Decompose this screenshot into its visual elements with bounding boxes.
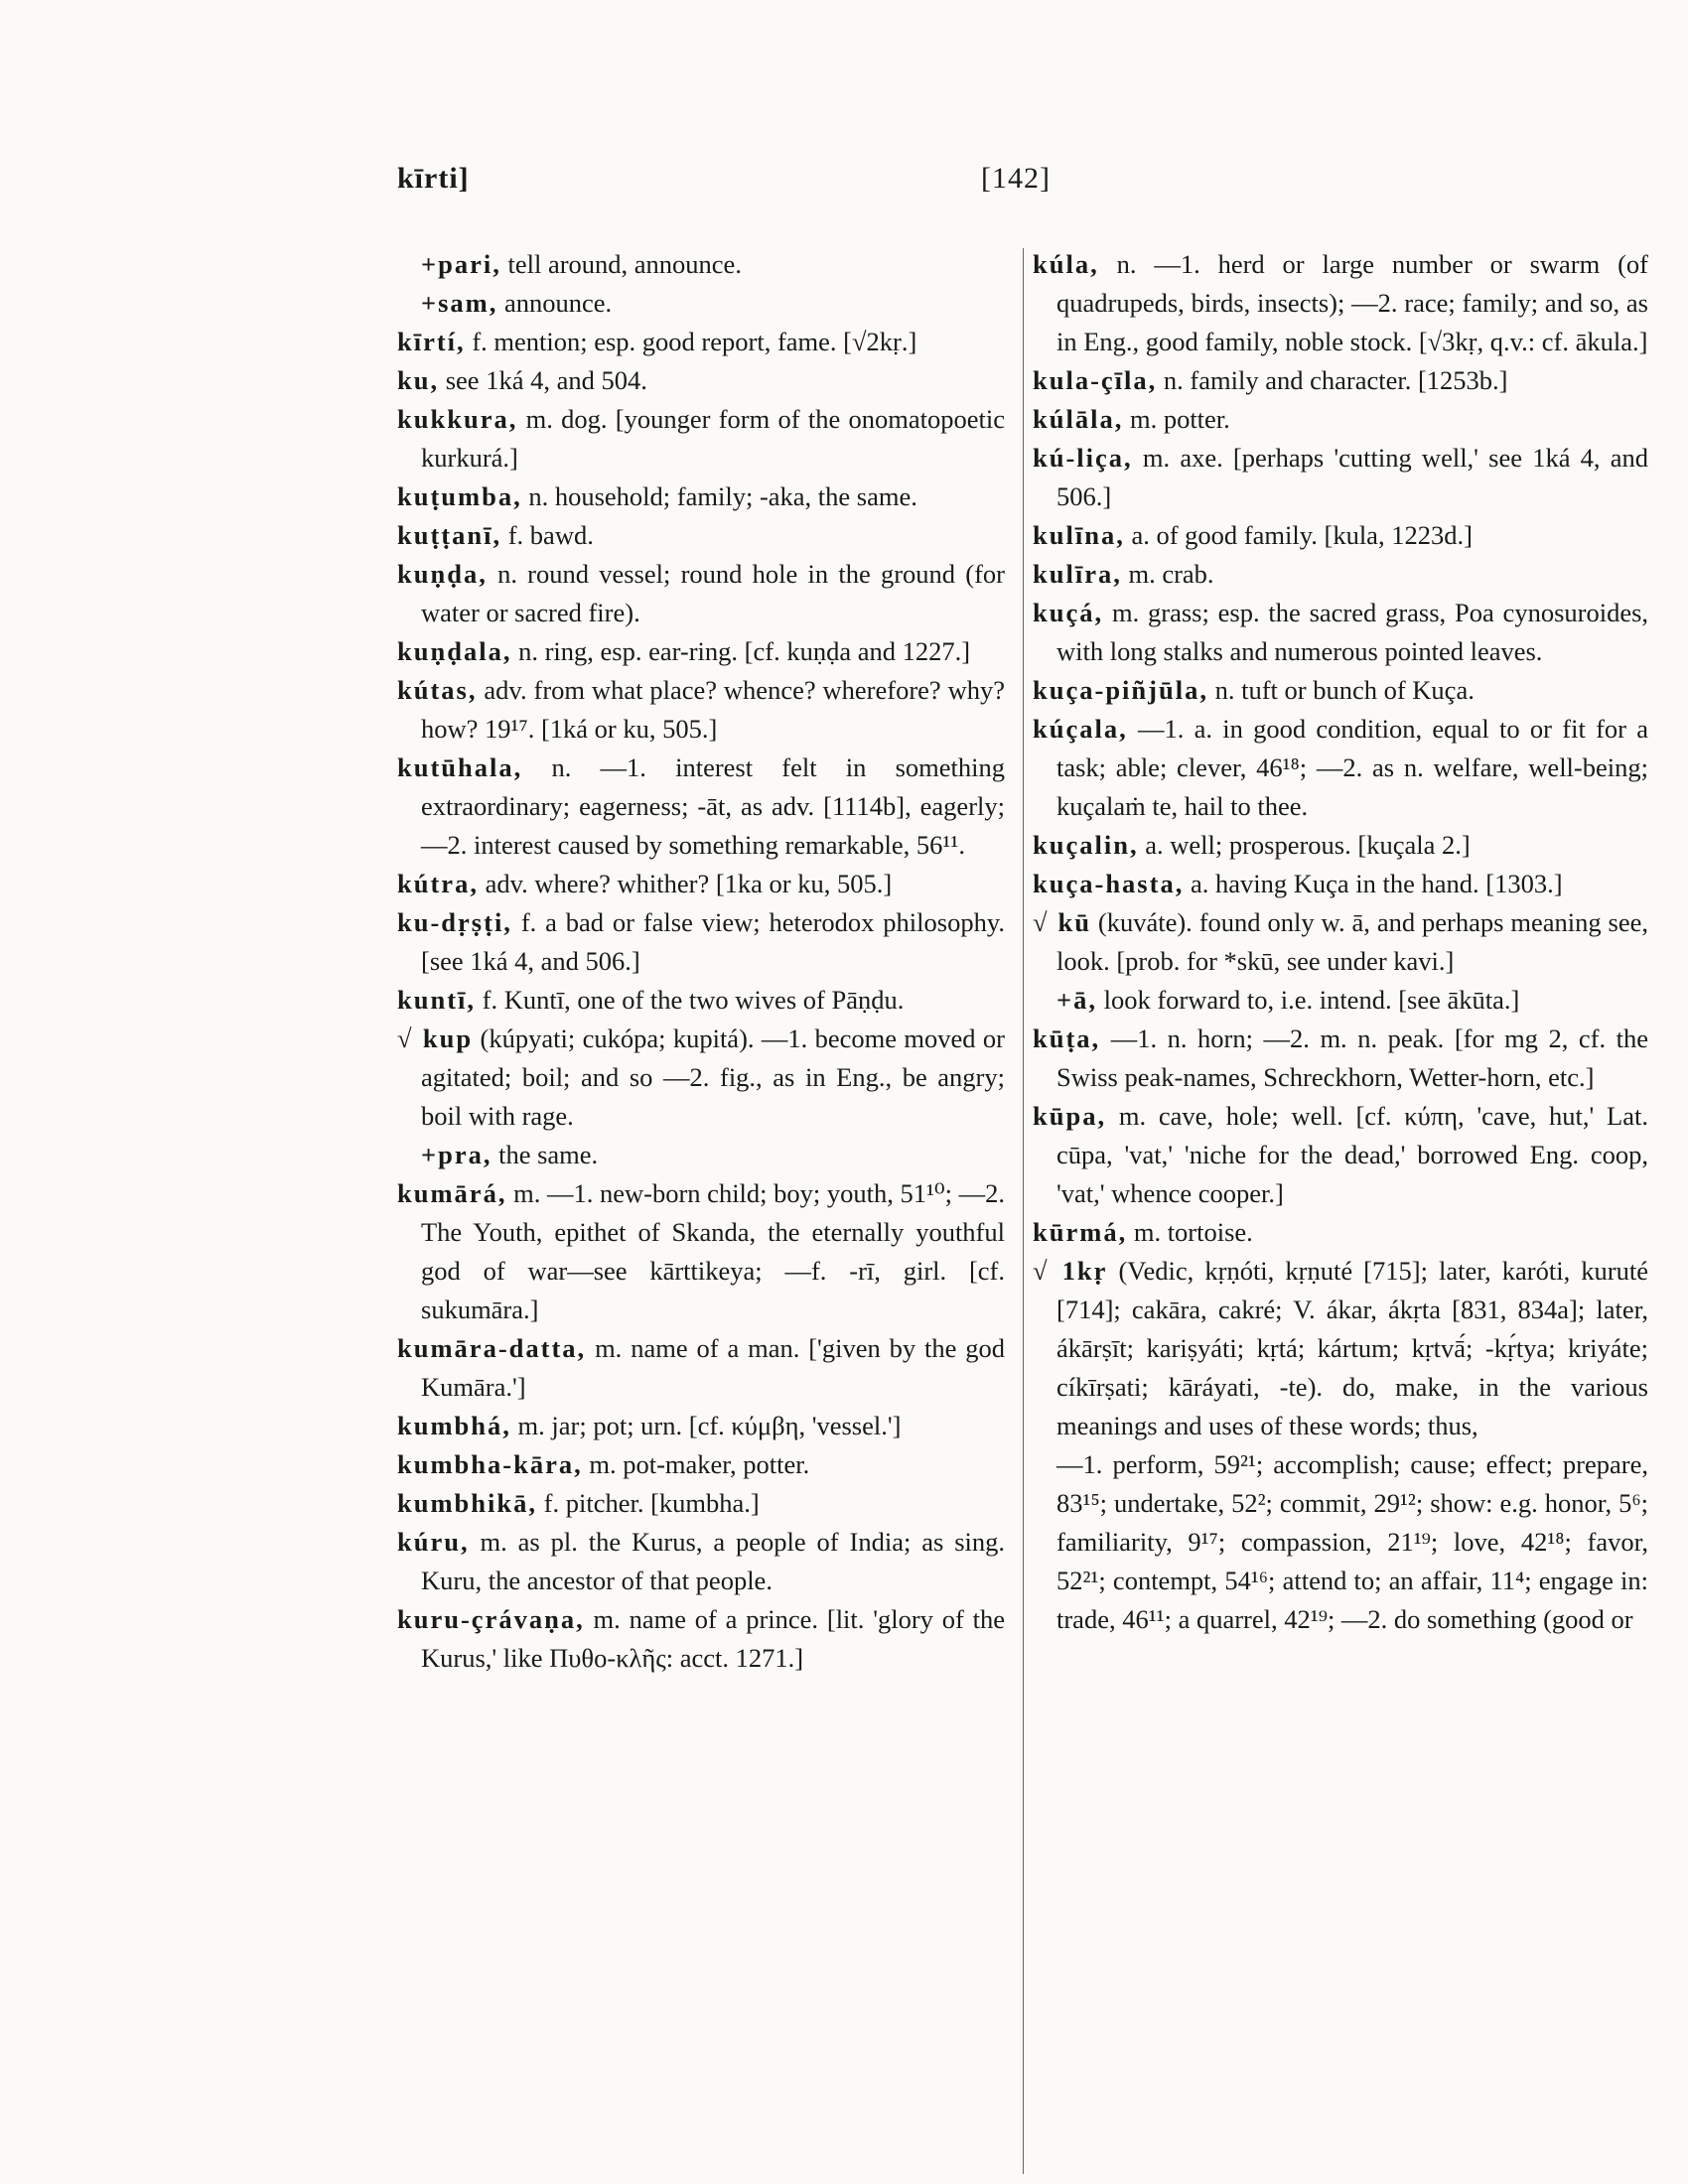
headword: kuṇḍala, — [397, 636, 512, 666]
dictionary-entry — [397, 1600, 1005, 1678]
headword: √ kup — [397, 1024, 474, 1053]
definition: m. tortoise. — [1133, 1217, 1253, 1247]
headword: ku, — [397, 365, 440, 395]
dictionary-entry — [397, 1329, 1005, 1407]
dictionary-entry — [1033, 1020, 1648, 1097]
definition: (kuváte). found only w. ā, and perhaps meaning see, look. [prob. for *skū, see under kavi.] — [1056, 907, 1648, 976]
dictionary-entry — [397, 323, 1005, 361]
headword: kūpa, — [1033, 1101, 1107, 1131]
headword: kuru-çrávaṇa, — [397, 1604, 585, 1634]
dictionary-entry — [397, 903, 1005, 981]
definition: n. ring, esp. ear-ring. [cf. kuṇḍa and 1227.] — [518, 636, 971, 666]
definition: f. bawd. — [507, 520, 594, 550]
headword: kúlāla, — [1033, 404, 1124, 434]
definition: m. potter. — [1129, 404, 1230, 434]
dictionary-entry — [1033, 1097, 1648, 1213]
dictionary-entry — [1033, 1213, 1648, 1252]
definition: tell around, announce. — [507, 249, 742, 279]
definition: m. name of a man. ['given by the god Kumāra.'] — [421, 1333, 1006, 1402]
headword: kumbhá, — [397, 1411, 511, 1440]
dictionary-entry — [397, 1523, 1005, 1600]
right-column — [1033, 245, 1648, 1639]
definition: f. mention; esp. good report, fame. [√2kṛ.] — [472, 327, 917, 356]
dictionary-entry — [397, 516, 1005, 555]
definition: m. dog. [younger form of the onomatopoetic kurkurá.] — [421, 404, 1005, 473]
dictionary-entry — [397, 361, 1005, 400]
headword: kuçá, — [1033, 598, 1104, 627]
definition: m. crab. — [1128, 559, 1214, 589]
headword: kutūhala, — [397, 752, 523, 782]
headword: kūṭa, — [1033, 1024, 1101, 1053]
headword: +ā, — [1056, 985, 1097, 1015]
dictionary-entry — [1033, 710, 1648, 826]
dictionary-entry — [397, 671, 1005, 749]
column-divider — [1023, 248, 1024, 2174]
definition: m. pot-maker, potter. — [589, 1449, 810, 1479]
definition: n. family and character. [1253b.] — [1163, 365, 1508, 395]
definition: —1. n. horn; —2. m. n. peak. [for mg 2, cf. the Swiss peak-names, Schreckhorn, Wetter-horn, etc.] — [1056, 1024, 1649, 1092]
dictionary-entry — [1033, 245, 1648, 361]
definition: n. —1. herd or large number or swarm (of quadrupeds, birds, insects); —2. race; family; and so, as in Eng., good family, noble stock. [√3kṛ, q.v.: cf. ākula.] — [1056, 249, 1649, 356]
dictionary-entry — [1033, 555, 1648, 594]
headword: kula-çīla, — [1033, 365, 1158, 395]
headword: kúla, — [1033, 249, 1099, 279]
headword: kumāra-datta, — [397, 1333, 587, 1363]
sub-entry — [397, 245, 1005, 284]
definition: m. name of a prince. [lit. 'glory of the Kurus,' like Πυθο-κλῆς: acct. 1271.] — [421, 1604, 1005, 1673]
definition: (kúpyati; cukópa; kupitá). —1. become moved or agitated; boil; and so —2. fig., as in Eng., be angry; boil with rage. — [421, 1024, 1005, 1131]
headword: kuntī, — [397, 985, 477, 1015]
definition: adv. from what place? whence? wherefore? why? how? 19¹⁷. [1ká or ku, 505.] — [421, 675, 1005, 744]
dictionary-entry — [397, 1407, 1005, 1445]
headword: √ 1kṛ — [1033, 1256, 1108, 1286]
definition: f. Kuntī, one of the two wives of Pāṇḍu. — [482, 985, 905, 1015]
definition: n. round vessel; round hole in the ground (for water or sacred fire). — [421, 559, 1005, 627]
headword: ku-dṛṣṭi, — [397, 907, 512, 937]
headword: kúru, — [397, 1527, 470, 1557]
definition: m. axe. [perhaps 'cutting well,' see 1ká 4, and 506.] — [1056, 443, 1648, 511]
headword: kumārá, — [397, 1178, 507, 1208]
definition: a. well; prosperous. [kuçala 2.] — [1145, 830, 1471, 860]
dictionary-entry — [1033, 439, 1648, 516]
dictionary-entry — [1033, 361, 1648, 400]
headword: kuṭumba, — [397, 481, 522, 511]
headword: kumbha-kāra, — [397, 1449, 583, 1479]
headword: kúçala, — [1033, 714, 1128, 744]
dictionary-entry — [1033, 903, 1648, 981]
definition: n. tuft or bunch of Kuça. — [1214, 675, 1475, 705]
headword: kútas, — [397, 675, 478, 705]
dictionary-entry — [397, 555, 1005, 632]
sub-entry — [1033, 1445, 1648, 1639]
definition: n. household; family; -aka, the same. — [528, 481, 917, 511]
headword: +pra, — [421, 1140, 492, 1169]
definition: m. jar; pot; urn. [cf. κύμβη, 'vessel.'] — [517, 1411, 902, 1440]
definition: a. of good family. [kula, 1223d.] — [1131, 520, 1473, 550]
headword: kumbhikā, — [397, 1488, 538, 1518]
definition: see 1ká 4, and 504. — [445, 365, 647, 395]
definition: f. pitcher. [kumbha.] — [543, 1488, 760, 1518]
dictionary-entry — [1033, 865, 1648, 903]
definition: m. cave, hole; well. [cf. κύπη, 'cave, hut,' Lat. cūpa, 'vat,' 'niche for the dead,' borrowed Eng. coop, 'vat,' whence cooper.] — [1056, 1101, 1648, 1208]
definition: —1. perform, 59²¹; accomplish; cause; effect; prepare, 83¹⁵; undertake, 52²; commit, 29¹²; show: e.g. honor, 5⁶; familiarity, 9¹⁷; compassion, 21¹⁹; love, 42¹⁸; favor, 52²¹; contempt, 54¹⁶; attend to; an affair, 11⁴; engage in: trade, 46¹¹; a quarrel, 42¹⁹; —2. do something (good or — [1056, 1449, 1648, 1634]
sub-entry — [1033, 981, 1648, 1020]
dictionary-entry — [397, 632, 1005, 671]
dictionary-entry — [1033, 1252, 1648, 1445]
sub-entry — [397, 1136, 1005, 1174]
headword: kuçalin, — [1033, 830, 1139, 860]
headword: kuṭṭanī, — [397, 520, 502, 550]
dictionary-entry — [1033, 594, 1648, 671]
definition: m. grass; esp. the sacred grass, Poa cynosuroides, with long stalks and numerous pointed leaves. — [1056, 598, 1649, 666]
headword: kú-liça, — [1033, 443, 1133, 473]
headword: √ kū — [1033, 907, 1091, 937]
dictionary-entry — [397, 1020, 1005, 1136]
dictionary-entry — [397, 478, 1005, 516]
headword: kútra, — [397, 869, 479, 898]
dictionary-entry — [1033, 826, 1648, 865]
dictionary-entry — [397, 981, 1005, 1020]
headword: kīrtí, — [397, 327, 466, 356]
headword: +sam, — [421, 288, 498, 318]
definition: announce. — [504, 288, 613, 318]
dictionary-entry — [397, 1445, 1005, 1484]
dictionary-entry — [397, 749, 1005, 865]
dictionary-entry — [397, 1174, 1005, 1329]
headword: kuṇḍa, — [397, 559, 488, 589]
running-head: kīrti] — [397, 162, 470, 195]
definition: adv. where? whither? [1ka or ku, 505.] — [485, 869, 893, 898]
definition: n. —1. interest felt in something extraordinary; eagerness; -āt, as adv. [1114b], eagerly; —2. interest caused by something remarkable, 56¹¹. — [421, 752, 1006, 860]
dictionary-entry — [397, 400, 1005, 478]
left-column — [397, 245, 1005, 1678]
headword: +pari, — [421, 249, 501, 279]
dictionary-entry — [1033, 516, 1648, 555]
sub-entry — [397, 284, 1005, 323]
definition: m. as pl. the Kurus, a people of India; as sing. Kuru, the ancestor of that people. — [421, 1527, 1006, 1595]
dictionary-entry — [1033, 400, 1648, 439]
definition: m. —1. new-born child; boy; youth, 51¹⁰; —2. The Youth, epithet of Skanda, the eternally youthful god of war—see kārttikeya; —f. -rī, girl. [cf. sukumāra.] — [421, 1178, 1005, 1324]
headword: kulīra, — [1033, 559, 1122, 589]
definition: f. a bad or false view; heterodox philosophy. [see 1ká 4, and 506.] — [421, 907, 1005, 976]
headword: kukkura, — [397, 404, 518, 434]
headword: kuça-hasta, — [1033, 869, 1185, 898]
definition: look forward to, i.e. intend. [see ākūta.] — [1103, 985, 1520, 1015]
dictionary-entry — [397, 865, 1005, 903]
definition: the same. — [498, 1140, 599, 1169]
page-number: [142] — [981, 162, 1051, 195]
definition: a. having Kuça in the hand. [1303.] — [1190, 869, 1563, 898]
dictionary-entry — [397, 1484, 1005, 1523]
definition: (Vedic, kṛṇóti, kṛṇuté [715]; later, karóti, kuruté [714]; cakāra, cakré; V. ákar, ákṛta [831, 834a]; later, ákārṣīt; kariṣyáti; kṛtá; kártum; kṛtvā́; -kṛ́tya; kriyáte; cíkīrṣati; kāráyati, -te). do, make, in the various meanings and uses of these words; thus, — [1056, 1256, 1648, 1440]
dictionary-entry — [1033, 671, 1648, 710]
headword: kulīna, — [1033, 520, 1125, 550]
headword: kūrmá, — [1033, 1217, 1128, 1247]
headword: kuça-piñjūla, — [1033, 675, 1208, 705]
definition: —1. a. in good condition, equal to or fit for a task; able; clever, 46¹⁸; —2. as n. welfare, well-being; kuçalaṁ te, hail to thee. — [1056, 714, 1648, 821]
